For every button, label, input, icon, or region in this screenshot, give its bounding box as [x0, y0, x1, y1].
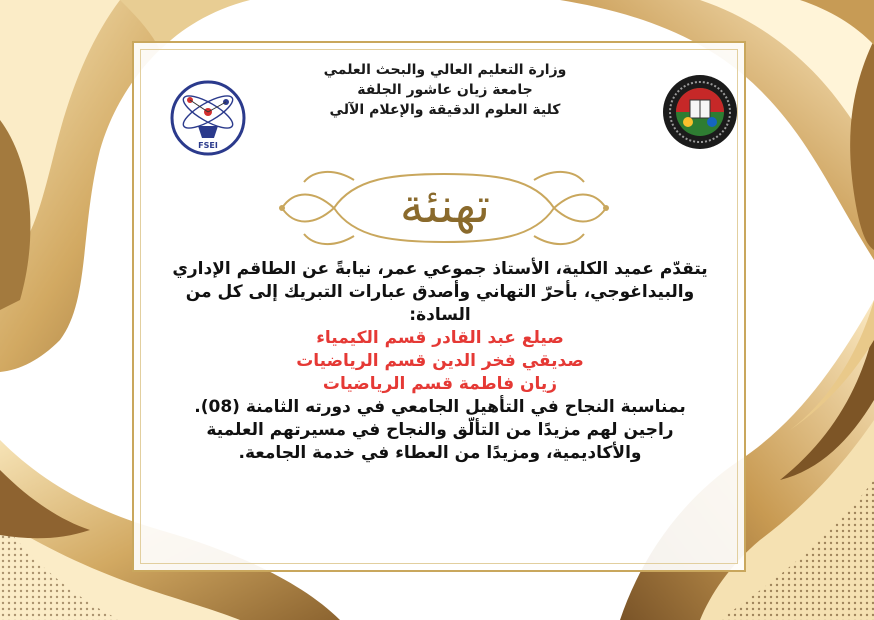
honoree-name: زيان فاطمة قسم الرياضيات — [322, 374, 558, 394]
institution-header — [290, 60, 600, 120]
honoree-name: صيلع عبد القادر قسم الكيمياء — [316, 328, 564, 348]
closing-line: بمناسبة النجاح في التأهيل الجامعي في دورته الثامنة (08). — [194, 397, 686, 417]
closing-line: راجين لهم مزيدًا من التألّق والنجاح في مسيرتهم العلمية — [206, 420, 674, 440]
intro-line: السادة: — [409, 305, 471, 325]
ministry-name: وزارة التعليم العالي والبحث العلمي — [323, 62, 567, 78]
intro-line: يتقدّم عميد الكلية، الأستاذ جموعي عمر، نيابةً عن الطاقم الإداري — [172, 259, 708, 279]
card-title: تهنئة — [399, 178, 491, 234]
university-logo — [660, 72, 740, 152]
closing-line: والأكاديمية، ومزيدًا من العطاء في خدمة الجامعة. — [238, 443, 642, 463]
faculty-name: كلية العلوم الدقيقة والإعلام الآلي — [329, 102, 561, 118]
intro-line: والبيداغوجي، بأحرّ التهاني وأصدق عبارات التبريك إلى كل من — [185, 282, 695, 302]
university-name: جامعة زيان عاشور الجلفة — [357, 82, 533, 98]
honoree-name: صديقي فخر الدين قسم الرياضيات — [296, 351, 584, 371]
faculty-logo-text: FSEI — [198, 141, 218, 150]
faculty-logo — [168, 78, 248, 158]
message-body — [110, 258, 770, 465]
